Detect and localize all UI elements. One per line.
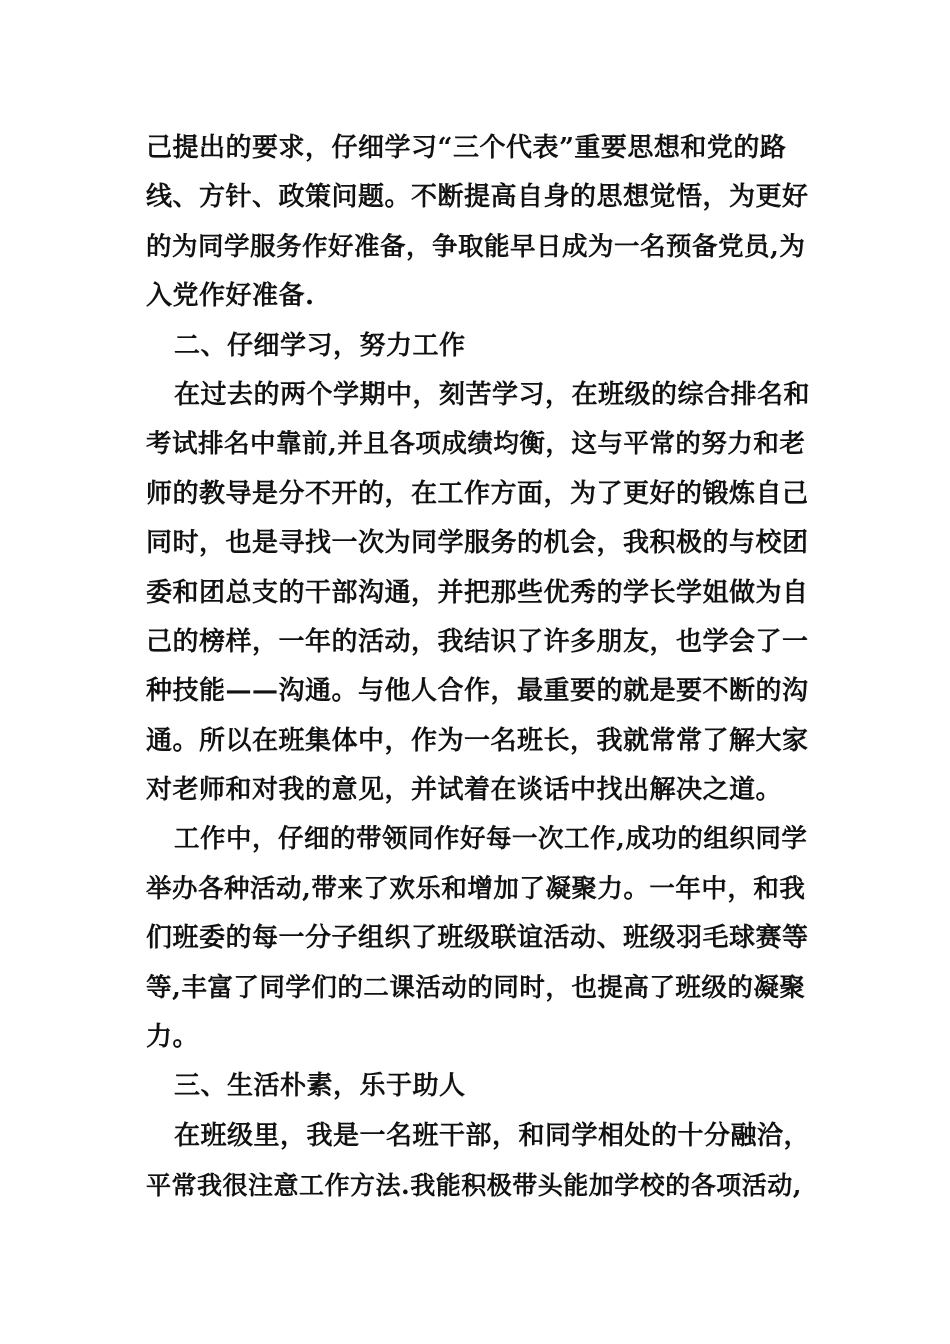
text-line: 线、方针、政策问题。不断提高自身的思想觉悟，为更好	[146, 182, 809, 213]
section-heading: 二、仔细学习，努力工作	[174, 330, 466, 361]
text-line: 通。所以在班集体中，作为一名班长，我就常常了解大家	[146, 725, 809, 756]
text-line: 的为同学服务作好准备，争取能早日成为一名预备党员,为	[146, 231, 806, 262]
section-heading: 三、生活朴素，乐于助人	[174, 1071, 466, 1102]
text-line: 种技能——沟通。与他人合作，最重要的就是要不断的沟	[146, 676, 809, 707]
text-line: 工作中，仔细的带领同作好每一次工作,成功的组织同学	[174, 824, 808, 855]
text-line: 平常我很注意工作方法.我能积极带头能加学校的各项活动,	[146, 1171, 802, 1201]
body-text	[146, 124, 810, 1211]
text-line: 师的教导是分不开的，在工作方面，为了更好的锻炼自己	[146, 478, 809, 509]
text-line: 同时，也是寻找一次为同学服务的机会，我积极的与校团	[146, 528, 809, 559]
text-line: 考试排名中靠前,并且各项成绩均衡，这与平常的努力和老	[146, 429, 806, 460]
text-line: 在班级里，我是一名班干部，和同学相处的十分融洽，	[174, 1120, 811, 1151]
text-line: 入党作好准备.	[146, 281, 315, 312]
text-line: 对老师和对我的意见，并试着在谈话中找出解决之道。	[146, 775, 783, 806]
text-line: 己提出的要求，仔细学习“三个代表”重要思想和党的路	[146, 133, 787, 163]
text-line: 在过去的两个学期中，刻苦学习，在班级的综合排名和	[174, 379, 811, 410]
text-line: 委和团总支的干部沟通，并把那些优秀的学长学姐做为自	[146, 577, 809, 608]
text-line: 力。	[146, 1022, 200, 1053]
text-line: 等,丰富了同学们的二课活动的同时，也提高了班级的凝聚	[146, 972, 806, 1003]
text-line: 己的榜样，一年的活动，我结识了许多朋友，也学会了一	[146, 626, 809, 657]
text-line: 们班委的每一分子组织了班级联谊活动、班级羽毛球赛等	[146, 923, 809, 954]
text-line: 举办各种活动,带来了欢乐和增加了凝聚力。一年中，和我	[146, 873, 806, 904]
